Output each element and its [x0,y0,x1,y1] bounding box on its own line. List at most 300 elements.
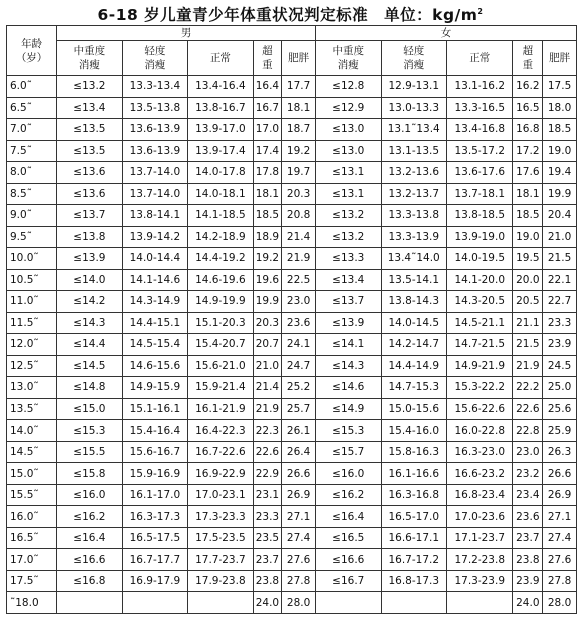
female-normal-cell: 17.2-23.8 [446,549,513,571]
male-obese-cell: 27.6 [282,549,316,571]
male-obese-cell: 25.2 [282,377,316,399]
male-severe-cell: ≤15.3 [57,420,122,442]
female-severe-cell: ≤16.2 [316,484,381,506]
male-severe-cell: ≤14.4 [57,334,122,356]
female-over-cell: 21.1 [513,312,543,334]
female-severe-cell: ≤13.3 [316,248,381,270]
female-mild-cell: 13.0-13.3 [381,97,446,119]
female-mild-cell: 13.2-13.7 [381,183,446,205]
male-normal-cell: 16.7-22.6 [188,441,253,463]
female-severe-cell: ≤12.9 [316,97,381,119]
female-severe-cell: ≤14.9 [316,398,381,420]
age-cell: 12.0˜ [7,334,57,356]
female-severe-cell: ≤13.1 [316,162,381,184]
female-normal-cell: 16.6-23.2 [446,463,513,485]
male-mild-cell: 16.9-17.9 [122,570,187,592]
age-cell: 8.5˜ [7,183,57,205]
male-severe-cell: ≤13.8 [57,226,122,248]
male-obese-cell: 19.2 [282,140,316,162]
male-mild-cell: 13.7-14.0 [122,183,187,205]
male-over-cell: 22.3 [253,420,282,442]
male-obese-cell: 20.8 [282,205,316,227]
male-normal-cell: 16.9-22.9 [188,463,253,485]
female-obese-cell: 22.1 [543,269,577,291]
table-row [7,291,577,313]
female-obese-cell: 20.4 [543,205,577,227]
male-over-cell: 23.3 [253,506,282,528]
male-over-cell: 19.9 [253,291,282,313]
header-male-over: 超 重 [253,41,282,76]
age-cell: 8.0˜ [7,162,57,184]
male-over-cell: 17.0 [253,119,282,141]
female-over-cell: 19.5 [513,248,543,270]
age-cell: 14.5˜ [7,441,57,463]
female-mild-cell: 15.0-15.6 [381,398,446,420]
male-obese-cell: 27.4 [282,527,316,549]
male-mild-cell: 16.3-17.3 [122,506,187,528]
male-obese-cell: 21.4 [282,226,316,248]
male-obese-cell: 24.7 [282,355,316,377]
male-mild-cell: 14.3-14.9 [122,291,187,313]
female-normal-cell: 13.4-16.8 [446,119,513,141]
table-row [7,355,577,377]
female-over-cell: 23.7 [513,527,543,549]
table-row [7,140,577,162]
age-cell: 15.0˜ [7,463,57,485]
age-cell: 6.5˜ [7,97,57,119]
male-obese-cell: 26.6 [282,463,316,485]
female-mild-cell: 14.0-14.5 [381,312,446,334]
female-mild-cell: 13.1˜13.4 [381,119,446,141]
male-severe-cell: ≤13.4 [57,97,122,119]
female-mild-cell: 12.9-13.1 [381,76,446,98]
male-obese-cell: 23.6 [282,312,316,334]
male-severe-cell: ≤13.6 [57,183,122,205]
male-over-cell: 18.1 [253,183,282,205]
female-over-cell: 18.5 [513,205,543,227]
male-normal-cell: 15.9-21.4 [188,377,253,399]
female-normal-cell: 16.0-22.8 [446,420,513,442]
table-row [7,420,577,442]
male-normal-cell: 14.6-19.6 [188,269,253,291]
female-obese-cell: 17.5 [543,76,577,98]
male-over-cell: 23.1 [253,484,282,506]
male-over-cell: 19.2 [253,248,282,270]
female-over-cell: 22.6 [513,398,543,420]
female-over-cell: 22.8 [513,420,543,442]
male-obese-cell: 24.1 [282,334,316,356]
male-over-cell: 23.5 [253,527,282,549]
female-obese-cell: 26.9 [543,484,577,506]
male-obese-cell: 18.7 [282,119,316,141]
age-cell: 11.5˜ [7,312,57,334]
female-obese-cell: 18.0 [543,97,577,119]
male-over-cell: 21.9 [253,398,282,420]
male-mild-cell: 14.1-14.6 [122,269,187,291]
male-over-cell: 17.8 [253,162,282,184]
female-obese-cell: 25.6 [543,398,577,420]
female-severe-cell: ≤13.1 [316,183,381,205]
header-row-categories [7,41,577,76]
male-obese-cell: 21.9 [282,248,316,270]
female-obese-cell: 19.9 [543,183,577,205]
male-normal-cell: 16.1-21.9 [188,398,253,420]
male-severe-cell: ≤13.5 [57,140,122,162]
female-severe-cell: ≤16.7 [316,570,381,592]
female-over-cell: 17.2 [513,140,543,162]
table-title [0,3,581,25]
male-normal-cell: 15.4-20.7 [188,334,253,356]
female-severe-cell: ≤15.7 [316,441,381,463]
male-severe-cell: ≤15.5 [57,441,122,463]
male-severe-cell: ≤15.0 [57,398,122,420]
male-mild-cell: 14.5-15.4 [122,334,187,356]
age-cell: 12.5˜ [7,355,57,377]
male-over-cell: 21.4 [253,377,282,399]
male-obese-cell: 19.7 [282,162,316,184]
male-normal-cell: 14.9-19.9 [188,291,253,313]
female-mild-cell: 16.1-16.6 [381,463,446,485]
female-over-cell: 23.9 [513,570,543,592]
male-mild-cell: 13.6-13.9 [122,119,187,141]
male-severe-cell: ≤16.6 [57,549,122,571]
male-normal-cell: 17.7-23.7 [188,549,253,571]
female-over-cell: 20.0 [513,269,543,291]
female-normal-cell: 14.3-20.5 [446,291,513,313]
female-over-cell: 23.8 [513,549,543,571]
male-over-cell: 22.9 [253,463,282,485]
female-over-cell: 23.6 [513,506,543,528]
title-text: 6-18 岁儿童青少年体重状况判定标准 单位：kg/m [97,6,478,24]
male-normal-cell [188,592,253,614]
female-obese-cell: 27.4 [543,527,577,549]
male-obese-cell: 20.3 [282,183,316,205]
female-mild-cell [381,592,446,614]
male-over-cell: 17.4 [253,140,282,162]
female-severe-cell [316,592,381,614]
male-obese-cell: 18.1 [282,97,316,119]
age-cell: 15.5˜ [7,484,57,506]
male-obese-cell: 27.1 [282,506,316,528]
age-cell: 10.0˜ [7,248,57,270]
female-normal-cell: 15.3-22.2 [446,377,513,399]
male-obese-cell: 17.7 [282,76,316,98]
header-row-sex [7,26,577,41]
male-obese-cell: 22.5 [282,269,316,291]
table-row [7,334,577,356]
female-over-cell: 24.0 [513,592,543,614]
female-mild-cell: 16.3-16.8 [381,484,446,506]
table-row [7,76,577,98]
header-male-severe: 中重度 消瘦 [57,41,122,76]
male-over-cell: 23.8 [253,570,282,592]
male-severe-cell: ≤15.8 [57,463,122,485]
female-mild-cell: 13.3-13.8 [381,205,446,227]
male-severe-cell: ≤13.2 [57,76,122,98]
male-severe-cell: ≤14.0 [57,269,122,291]
female-severe-cell: ≤16.0 [316,463,381,485]
male-severe-cell: ≤16.8 [57,570,122,592]
male-over-cell: 19.6 [253,269,282,291]
female-obese-cell: 26.3 [543,441,577,463]
female-severe-cell: ≤13.7 [316,291,381,313]
header-male-mild: 轻度 消瘦 [122,41,187,76]
female-normal-cell: 13.3-16.5 [446,97,513,119]
female-over-cell: 20.5 [513,291,543,313]
female-mild-cell: 14.4-14.9 [381,355,446,377]
female-severe-cell: ≤13.4 [316,269,381,291]
table-row [7,527,577,549]
age-cell: 17.0˜ [7,549,57,571]
female-obese-cell: 21.0 [543,226,577,248]
female-over-cell: 16.8 [513,119,543,141]
male-severe-cell: ≤14.5 [57,355,122,377]
female-mild-cell: 15.4-16.0 [381,420,446,442]
title-superscript: 2 [477,7,484,16]
female-obese-cell: 18.5 [543,119,577,141]
male-mild-cell: 14.4-15.1 [122,312,187,334]
female-normal-cell: 14.7-21.5 [446,334,513,356]
table-row [7,183,577,205]
male-severe-cell [57,592,122,614]
age-cell: 9.5˜ [7,226,57,248]
male-mild-cell: 15.1-16.1 [122,398,187,420]
bmi-standard-table [6,25,577,614]
header-female-normal: 正常 [446,41,513,76]
age-cell: ˜18.0 [7,592,57,614]
female-normal-cell: 13.8-18.5 [446,205,513,227]
table-row [7,377,577,399]
table-row [7,97,577,119]
female-obese-cell: 22.7 [543,291,577,313]
female-mild-cell: 14.7-15.3 [381,377,446,399]
male-mild-cell: 15.4-16.4 [122,420,187,442]
age-cell: 14.0˜ [7,420,57,442]
female-obese-cell: 24.5 [543,355,577,377]
female-severe-cell: ≤15.3 [316,420,381,442]
female-mild-cell: 16.5-17.0 [381,506,446,528]
male-obese-cell: 23.0 [282,291,316,313]
male-mild-cell: 13.3-13.4 [122,76,187,98]
male-over-cell: 18.5 [253,205,282,227]
female-obese-cell: 25.9 [543,420,577,442]
female-over-cell: 23.4 [513,484,543,506]
male-over-cell: 16.7 [253,97,282,119]
male-severe-cell: ≤13.7 [57,205,122,227]
male-obese-cell: 27.8 [282,570,316,592]
male-severe-cell: ≤16.4 [57,527,122,549]
table-row [7,592,577,614]
female-severe-cell: ≤12.8 [316,76,381,98]
age-cell: 6.0˜ [7,76,57,98]
age-cell: 11.0˜ [7,291,57,313]
female-normal-cell: 16.8-23.4 [446,484,513,506]
male-over-cell: 22.6 [253,441,282,463]
male-normal-cell: 13.9-17.0 [188,119,253,141]
female-over-cell: 16.2 [513,76,543,98]
table-row [7,441,577,463]
male-mild-cell: 14.0-14.4 [122,248,187,270]
female-obese-cell: 23.9 [543,334,577,356]
male-over-cell: 20.7 [253,334,282,356]
female-obese-cell: 21.5 [543,248,577,270]
female-obese-cell: 23.3 [543,312,577,334]
male-mild-cell: 14.6-15.6 [122,355,187,377]
female-over-cell: 17.6 [513,162,543,184]
table-row [7,398,577,420]
age-cell: 9.0˜ [7,205,57,227]
male-normal-cell: 13.4-16.4 [188,76,253,98]
male-severe-cell: ≤14.8 [57,377,122,399]
female-severe-cell: ≤16.5 [316,527,381,549]
male-over-cell: 18.9 [253,226,282,248]
male-normal-cell: 17.0-23.1 [188,484,253,506]
male-normal-cell: 14.4-19.2 [188,248,253,270]
age-cell: 16.0˜ [7,506,57,528]
female-mild-cell: 13.4˜14.0 [381,248,446,270]
female-normal-cell: 17.3-23.9 [446,570,513,592]
male-over-cell: 20.3 [253,312,282,334]
female-severe-cell: ≤14.1 [316,334,381,356]
male-severe-cell: ≤14.2 [57,291,122,313]
female-over-cell: 22.2 [513,377,543,399]
male-normal-cell: 13.8-16.7 [188,97,253,119]
female-normal-cell: 13.6-17.6 [446,162,513,184]
female-normal-cell: 17.1-23.7 [446,527,513,549]
header-male: 男 [57,26,316,41]
female-severe-cell: ≤16.4 [316,506,381,528]
table-row [7,162,577,184]
table-row [7,463,577,485]
male-normal-cell: 14.0-17.8 [188,162,253,184]
age-cell: 17.5˜ [7,570,57,592]
age-cell: 7.5˜ [7,140,57,162]
female-obese-cell: 19.4 [543,162,577,184]
male-mild-cell: 13.5-13.8 [122,97,187,119]
male-mild-cell: 15.6-16.7 [122,441,187,463]
female-normal-cell: 15.6-22.6 [446,398,513,420]
header-female: 女 [316,26,577,41]
male-normal-cell: 13.9-17.4 [188,140,253,162]
male-mild-cell: 16.1-17.0 [122,484,187,506]
table-row [7,248,577,270]
table-body [7,76,577,614]
female-obese-cell: 27.6 [543,549,577,571]
header-male-obese: 肥胖 [282,41,316,76]
male-normal-cell: 17.9-23.8 [188,570,253,592]
male-mild-cell: 13.6-13.9 [122,140,187,162]
male-obese-cell: 28.0 [282,592,316,614]
age-cell: 13.0˜ [7,377,57,399]
female-over-cell: 21.5 [513,334,543,356]
male-severe-cell: ≤16.2 [57,506,122,528]
male-over-cell: 16.4 [253,76,282,98]
table-row [7,506,577,528]
female-normal-cell: 14.9-21.9 [446,355,513,377]
female-normal-cell: 17.0-23.6 [446,506,513,528]
table-row [7,119,577,141]
header-male-normal: 正常 [188,41,253,76]
female-severe-cell: ≤14.6 [316,377,381,399]
female-obese-cell: 19.0 [543,140,577,162]
female-over-cell: 16.5 [513,97,543,119]
male-severe-cell: ≤16.0 [57,484,122,506]
male-normal-cell: 14.2-18.9 [188,226,253,248]
male-severe-cell: ≤13.9 [57,248,122,270]
female-mild-cell: 16.8-17.3 [381,570,446,592]
female-over-cell: 23.0 [513,441,543,463]
female-mild-cell: 16.6-17.1 [381,527,446,549]
male-obese-cell: 26.1 [282,420,316,442]
female-normal-cell: 16.3-23.0 [446,441,513,463]
female-severe-cell: ≤13.0 [316,119,381,141]
female-over-cell: 23.2 [513,463,543,485]
male-normal-cell: 14.1-18.5 [188,205,253,227]
female-obese-cell: 27.1 [543,506,577,528]
age-cell: 7.0˜ [7,119,57,141]
age-cell: 16.5˜ [7,527,57,549]
female-mild-cell: 16.7-17.2 [381,549,446,571]
male-normal-cell: 16.4-22.3 [188,420,253,442]
female-mild-cell: 15.8-16.3 [381,441,446,463]
male-normal-cell: 15.1-20.3 [188,312,253,334]
male-obese-cell: 25.7 [282,398,316,420]
female-severe-cell: ≤13.0 [316,140,381,162]
table-row [7,570,577,592]
male-severe-cell: ≤13.6 [57,162,122,184]
header-age: 年龄 （岁） [7,26,57,76]
table-row [7,269,577,291]
male-obese-cell: 26.4 [282,441,316,463]
table-row [7,226,577,248]
male-obese-cell: 26.9 [282,484,316,506]
female-over-cell: 18.1 [513,183,543,205]
male-mild-cell: 13.8-14.1 [122,205,187,227]
male-mild-cell: 14.9-15.9 [122,377,187,399]
female-severe-cell: ≤13.2 [316,226,381,248]
male-mild-cell: 13.7-14.0 [122,162,187,184]
male-severe-cell: ≤14.3 [57,312,122,334]
female-normal-cell: 14.5-21.1 [446,312,513,334]
male-mild-cell: 16.7-17.7 [122,549,187,571]
male-mild-cell: 15.9-16.9 [122,463,187,485]
header-female-over: 超 重 [513,41,543,76]
male-mild-cell [122,592,187,614]
male-normal-cell: 14.0-18.1 [188,183,253,205]
female-obese-cell: 25.0 [543,377,577,399]
female-severe-cell: ≤14.3 [316,355,381,377]
female-mild-cell: 13.3-13.9 [381,226,446,248]
female-obese-cell: 28.0 [543,592,577,614]
female-normal-cell: 14.0-19.5 [446,248,513,270]
female-mild-cell: 13.5-14.1 [381,269,446,291]
male-over-cell: 21.0 [253,355,282,377]
female-severe-cell: ≤16.6 [316,549,381,571]
table-row [7,312,577,334]
female-normal-cell: 14.1-20.0 [446,269,513,291]
female-mild-cell: 13.8-14.3 [381,291,446,313]
male-over-cell: 23.7 [253,549,282,571]
male-normal-cell: 15.6-21.0 [188,355,253,377]
table-row [7,484,577,506]
table-row [7,549,577,571]
female-over-cell: 21.9 [513,355,543,377]
male-over-cell: 24.0 [253,592,282,614]
header-female-severe: 中重度 消瘦 [316,41,381,76]
female-mild-cell: 13.2-13.6 [381,162,446,184]
female-obese-cell: 27.8 [543,570,577,592]
age-cell: 13.5˜ [7,398,57,420]
